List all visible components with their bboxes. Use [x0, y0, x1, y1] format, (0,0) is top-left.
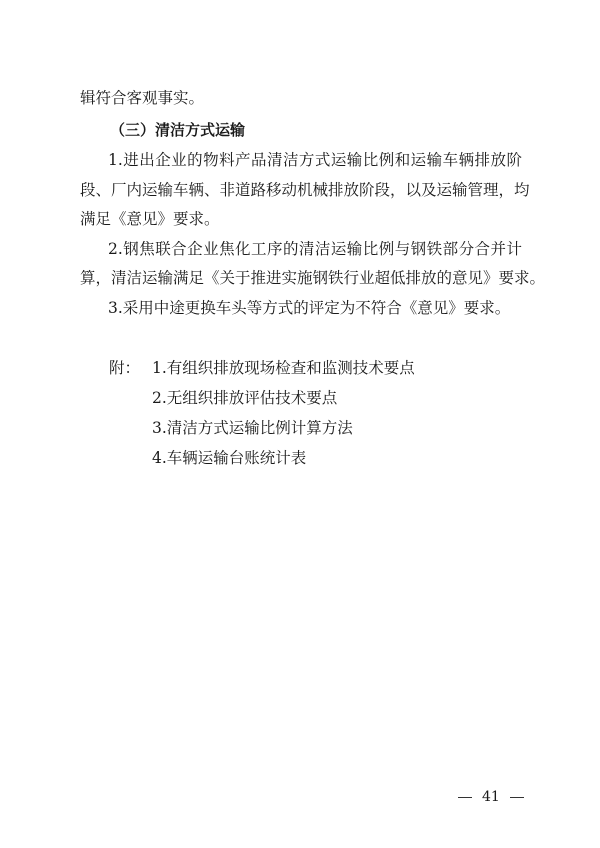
paragraph-continued: 辑符合客观事实。: [80, 89, 205, 107]
item-1-line-2: 段、厂内运输车辆、非道路移动机械排放阶段，以及运输管理，均: [80, 181, 530, 199]
page-number: [458, 789, 528, 805]
attachment-item-1: 1.有组织排放现场检查和监测技术要点: [152, 359, 415, 377]
page-number-value: 41: [482, 789, 500, 805]
attachment-item-3: 3.清洁方式运输比例计算方法: [152, 419, 353, 437]
item-1-line-1: 1.进出企业的物料产品清洁方式运输比例和运输车辆排放阶: [108, 151, 522, 169]
attachments-label: 附：: [109, 359, 141, 377]
item-2-line-1: 2.钢焦联合企业焦化工序的清洁运输比例与钢铁部分合并计: [108, 240, 522, 258]
item-2-line-2: 算，清洁运输满足《关于推进实施钢铁行业超低排放的意见》要求。: [80, 269, 546, 287]
item-3-line-1: 3.采用中途更换车头等方式的评定为不符合《意见》要求。: [108, 299, 511, 317]
item-1-line-3: 满足《意见》要求。: [80, 210, 220, 228]
section-heading: （三）清洁方式运输: [110, 121, 246, 139]
page-number-dash-right: [510, 797, 524, 798]
attachment-item-2: 2.无组织排放评估技术要点: [152, 389, 338, 407]
attachment-item-4: 4.车辆运输台账统计表: [152, 449, 307, 467]
page-number-dash-left: [458, 797, 472, 798]
